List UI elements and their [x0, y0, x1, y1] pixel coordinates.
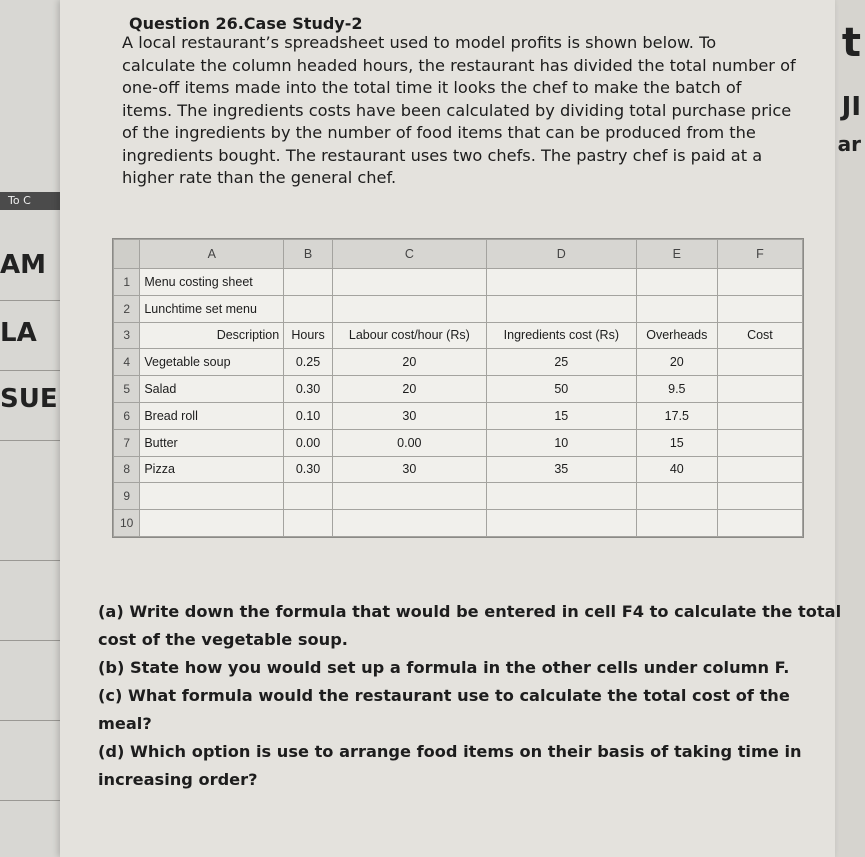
column-header: E — [636, 240, 717, 269]
row-header: 9 — [114, 483, 140, 510]
sub-question-line: (a) Write down the formula that would be entered in cell F4 to calculate the total — [98, 602, 842, 621]
sub-question-line: increasing order? — [98, 770, 258, 789]
spreadsheet-cell — [486, 295, 636, 322]
sub-question-line: (b) State how you would set up a formula in the other cells under column F. — [98, 658, 790, 677]
background-fragment: ar — [837, 132, 861, 156]
worksheet-page — [60, 0, 842, 857]
spreadsheet-cell: 35 — [486, 456, 636, 483]
spreadsheet-cell: 15 — [486, 402, 636, 429]
spreadsheet-cell — [140, 483, 284, 510]
spreadsheet-row — [114, 483, 803, 510]
question-paragraph — [122, 32, 842, 190]
spreadsheet-cell: 40 — [636, 456, 717, 483]
paragraph-line: of the ingredients by the number of food items that can be produced from the — [122, 123, 756, 142]
spreadsheet-cell — [717, 269, 802, 296]
spreadsheet-cell — [486, 510, 636, 537]
spreadsheet-cell — [332, 295, 486, 322]
spreadsheet-cell: 0.30 — [284, 376, 333, 403]
spreadsheet-cell: Hours — [284, 322, 333, 349]
spreadsheet-row — [114, 429, 803, 456]
spreadsheet-row — [114, 402, 803, 429]
spreadsheet-cell: 17.5 — [636, 402, 717, 429]
spreadsheet-row — [114, 456, 803, 483]
spreadsheet-row — [114, 269, 803, 296]
sub-questions — [98, 598, 858, 794]
sub-question-line: (d) Which option is use to arrange food items on their basis of taking time in — [98, 742, 802, 761]
spreadsheet-cell: 0.00 — [284, 429, 333, 456]
spreadsheet-cell: 20 — [332, 349, 486, 376]
spreadsheet-cell: 0.25 — [284, 349, 333, 376]
spreadsheet-cell — [486, 483, 636, 510]
spreadsheet-cell — [636, 269, 717, 296]
spreadsheet-cell: 9.5 — [636, 376, 717, 403]
background-fragment: JI — [841, 92, 861, 122]
spreadsheet-cell — [717, 402, 802, 429]
spreadsheet-row — [114, 322, 803, 349]
row-header: 8 — [114, 456, 140, 483]
spreadsheet-cell: Pizza — [140, 456, 284, 483]
spreadsheet-cell: Lunchtime set menu — [140, 295, 284, 322]
select-all-corner — [114, 240, 140, 269]
spreadsheet-image — [112, 238, 804, 538]
paragraph-line: calculate the column headed hours, the restaurant has divided the total number of — [122, 55, 796, 75]
spreadsheet-row — [114, 295, 803, 322]
row-header: 4 — [114, 349, 140, 376]
column-header: C — [332, 240, 486, 269]
spreadsheet-cell — [717, 456, 802, 483]
spreadsheet-cell: Bread roll — [140, 402, 284, 429]
column-header: D — [486, 240, 636, 269]
row-header: 2 — [114, 295, 140, 322]
spreadsheet-cell — [284, 295, 333, 322]
spreadsheet-cell — [717, 295, 802, 322]
spreadsheet-cell: Menu costing sheet — [140, 269, 284, 296]
paragraph-line: items. The ingredients costs have been calculated by dividing total purchase price — [122, 100, 792, 120]
spreadsheet-cell: Ingredients cost (Rs) — [486, 322, 636, 349]
spreadsheet-cell: 30 — [332, 402, 486, 429]
spreadsheet-cell: Labour cost/hour (Rs) — [332, 322, 486, 349]
spreadsheet-cell — [284, 510, 333, 537]
background-fragment: SUE — [0, 384, 58, 414]
spreadsheet-cell: Description — [140, 322, 284, 349]
spreadsheet-cell: 15 — [636, 429, 717, 456]
spreadsheet-cell: 0.30 — [284, 456, 333, 483]
sub-question-line: meal? — [98, 714, 152, 733]
spreadsheet-cell — [636, 295, 717, 322]
column-header-row — [114, 240, 803, 269]
spreadsheet-cell: 25 — [486, 349, 636, 376]
spreadsheet-cell — [332, 269, 486, 296]
sub-question-line: (c) What formula would the restaurant use to calculate the total cost of the — [98, 686, 790, 705]
spreadsheet-cell — [332, 510, 486, 537]
spreadsheet-cell: Butter — [140, 429, 284, 456]
spreadsheet-cell: 20 — [636, 349, 717, 376]
background-fragment: t — [841, 20, 861, 66]
spreadsheet-cell — [717, 483, 802, 510]
background-fragment: LA — [0, 318, 37, 348]
spreadsheet-cell — [717, 429, 802, 456]
spreadsheet-row — [114, 349, 803, 376]
paragraph-line: ingredients bought. The restaurant uses two chefs. The pastry chef is paid at a — [122, 145, 763, 165]
row-header: 7 — [114, 429, 140, 456]
paragraph-line: higher rate than the general chef. — [122, 168, 397, 187]
spreadsheet-cell — [284, 269, 333, 296]
sub-question-line: cost of the vegetable soup. — [98, 630, 348, 649]
question-title: Question 26.Case Study-2 — [129, 14, 363, 33]
spreadsheet-cell: 10 — [486, 429, 636, 456]
row-header: 3 — [114, 322, 140, 349]
spreadsheet-cell — [486, 269, 636, 296]
column-header: F — [717, 240, 802, 269]
spreadsheet-cell: 0.00 — [332, 429, 486, 456]
row-header: 6 — [114, 402, 140, 429]
spreadsheet-cell: Vegetable soup — [140, 349, 284, 376]
column-header: A — [140, 240, 284, 269]
spreadsheet-cell — [284, 483, 333, 510]
spreadsheet-row — [114, 510, 803, 537]
spreadsheet-cell — [717, 376, 802, 403]
spreadsheet-cell: Salad — [140, 376, 284, 403]
column-header: B — [284, 240, 333, 269]
spreadsheet-cell — [636, 483, 717, 510]
background-badge: To C — [0, 192, 70, 210]
spreadsheet-cell: 0.10 — [284, 402, 333, 429]
row-header: 1 — [114, 269, 140, 296]
paragraph-line: A local restaurant’s spreadsheet used to model profits is shown below. To — [122, 33, 717, 52]
row-header: 10 — [114, 510, 140, 537]
spreadsheet-cell — [636, 510, 717, 537]
spreadsheet-table — [113, 239, 803, 537]
spreadsheet-cell: Cost — [717, 322, 802, 349]
spreadsheet-cell — [140, 510, 284, 537]
spreadsheet-row — [114, 376, 803, 403]
background-fragment: AM — [0, 250, 46, 280]
spreadsheet-cell — [332, 483, 486, 510]
spreadsheet-cell — [717, 349, 802, 376]
spreadsheet-cell: 30 — [332, 456, 486, 483]
spreadsheet-cell: 50 — [486, 376, 636, 403]
spreadsheet-cell: Overheads — [636, 322, 717, 349]
paragraph-line: one-off items made into the total time it looks the chef to make the batch of — [122, 78, 742, 97]
row-header: 5 — [114, 376, 140, 403]
spreadsheet-cell: 20 — [332, 376, 486, 403]
spreadsheet-cell — [717, 510, 802, 537]
